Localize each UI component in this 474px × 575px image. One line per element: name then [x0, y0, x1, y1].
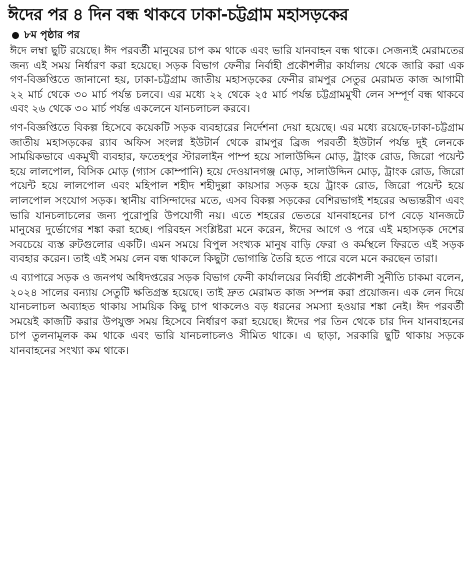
paragraph-1: ঈদে লম্বা ছুটি রয়েছে। ঈদ পরবর্তী মানুষের চাপ কম থাকে এবং ভারি যানবাহন বন্ধ থাকে। সেজন্যই মেরামতের জন্য এই সময় নির্ধারণ করা হয়েছে। সড়ক বিভাগ ফেনীর নির্বাহী প্রকৌশলীর কার্যালয় থেকে জারি করা এক গণ-বিজ্ঞপ্তিতে জানানো হয়, ঢাকা-চট্টগ্রাম জাতীয় মহাসড়কের ফেনীর রামপুর সেতুর মেরামত কাজ আগামী ২২ মার্চ থেকে ৩০ মার্চ পর্যন্ত চলবে। এর মধ্যে ২২ থেকে ২৫ মার্চ পর্যন্ত চট্টগ্রামমুখী লেন সম্পূর্ণ বন্ধ থাকবে এবং ২৬ থেকে ৩০ মার্চ পর্যন্ত একলেনে যানচলাচল করবে।	[10, 45, 464, 116]
continued-from-label: ৮ম পৃষ্ঠার পর	[24, 29, 80, 41]
headline: ঈদের পর ৪ দিন বন্ধ থাকবে ঢাকা-চট্টগ্রাম মহাসড়কের	[8, 5, 349, 24]
article-body	[0, 42, 474, 358]
continuation-line	[0, 25, 474, 42]
paragraph-3: এ ব্যাপারে সড়ক ও জনপথ অধিদপ্তরের সড়ক বিভাগ ফেনী কার্যালয়ের নির্বাহী প্রকৌশলী সুনীতি চাকমা বলেন, ২০২৪ সালের বন্যায় সেতুটি ক্ষতিগ্রস্ত হয়েছে। তাই দ্রুত মেরামত কাজ সম্পন্ন করা প্রয়োজন। এক লেন দিয়ে যানচলাচল অব্যাহত থাকায় সাময়িক কিছু চাপ থাকলেও বড় ধরনের সমস্যা হওয়ার শঙ্কা নেই। ঈদ পরবর্তী সময়েই কাজটি করার উপযুক্ত সময় হিসেবে নির্ধারণ করা হয়েছে। ঈদের পর তিন থেকে চার দিন যানবাহনের চাপ তুলনামূলক কম থাকে এবং ভারি যানচলাচলও সীমিত থাকে। এ ছাড়া, সরকারি ছুটি থাকায় সড়কে যানবাহনের সংখ্যা কম থাকে।	[10, 271, 464, 357]
bullet-icon	[12, 32, 19, 39]
paragraph-2: গণ-বিজ্ঞপ্তিতে বিকল্প হিসেবে কয়েকটি সড়ক ব্যবহারের নির্দেশনা দেয়া হয়েছে। এর মধ্যে রয়েছে-ঢাকা-চট্টগ্রাম জাতীয় মহাসড়কের র‌্যাব অফিস সংলগ্ন ইউটার্ন থেকে রামপুর ব্রিজ পরবর্তী ইউটার্ন পর্যন্ত দুই লেনকে সাময়িকভাবে একমুখী ব্যবহার, ফতেহপুর স্টারলাইন পাম্প হয়ে সালাউদ্দিন মোড়, ট্রাংক রোড, জিরো পয়েন্ট হয়ে লালপোল, বিসিক মোড় (গ্যাস কোম্পানি) হয়ে দেওয়ানগঞ্জ মোড়, সালাউদ্দিন মোড়, ট্রাংক রোড, জিরো পয়েন্ট হয়ে লালপোল এবং মহিপাল শহীদ শহীদুল্লা কায়সার সড়ক হয়ে ট্রাংক রোড, জিরো পয়েন্ট হয়ে লালপোল সংযোগ সড়ক। স্থানীয় বাসিন্দাদের মতে, এসব বিকল্প সড়কের বেশিরভাগই শহরের অভ্যন্তরীণ এবং ভারি যানচলাচলের জন্য পুরোপুরি উপযোগী নয়। এতে শহরের ভেতরে যানবাহনের চাপ বেড়ে যানজটে মানুষের দুর্ভোগের শঙ্কা করা হচ্ছে। পরিবহন সংশ্লিষ্টরা মনে করেন, ঈদের আগে ও পরে এই মহাসড়ক দেশের সবচেয়ে ব্যস্ত রুটগুলোর একটি। এমন সময়ে বিপুল সংখ্যক মানুষ বাড়ি ফেরা ও কর্মস্থলে ফিরতে এই সড়ক ব্যবহার করেন। তাই এই সময় লেন বন্ধ থাকলে কিছুটা ভোগান্তি তৈরি হতে পারে বলে মনে করছেন তারা।	[10, 121, 464, 266]
